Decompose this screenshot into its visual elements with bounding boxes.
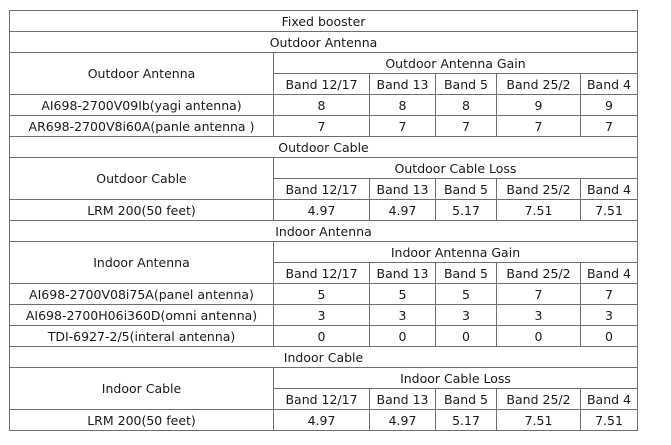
value-cell: 8	[370, 95, 436, 116]
section-title: Indoor Cable	[10, 347, 638, 368]
value-cell: 0	[274, 326, 370, 347]
value-cell: 3	[581, 305, 638, 326]
value-cell: 7	[581, 116, 638, 137]
band-header: Band 13	[370, 74, 436, 95]
value-cell: 7	[497, 116, 581, 137]
table-row	[10, 284, 638, 305]
row-header: Outdoor Cable	[10, 158, 274, 200]
table-row	[10, 410, 638, 431]
group-header: Outdoor Cable Loss	[274, 158, 638, 179]
band-header: Band 25/2	[497, 389, 581, 410]
value-cell: 5	[436, 284, 497, 305]
product-name: AR698-2700V8i60A(panle antenna )	[10, 116, 274, 137]
value-cell: 3	[370, 305, 436, 326]
table-row	[10, 326, 638, 347]
value-cell: 4.97	[370, 200, 436, 221]
table-row	[10, 95, 638, 116]
table-row	[10, 200, 638, 221]
table-row	[10, 305, 638, 326]
value-cell: 7	[436, 116, 497, 137]
section-title: Outdoor Antenna	[10, 32, 638, 53]
band-header: Band 5	[436, 263, 497, 284]
value-cell: 9	[497, 95, 581, 116]
value-cell: 4.97	[274, 200, 370, 221]
section-title-row	[10, 32, 638, 53]
band-header: Band 13	[370, 263, 436, 284]
value-cell: 7	[370, 116, 436, 137]
band-header: Band 12/17	[274, 74, 370, 95]
value-cell: 3	[497, 305, 581, 326]
value-cell: 5	[370, 284, 436, 305]
band-header: Band 12/17	[274, 389, 370, 410]
value-cell: 5	[274, 284, 370, 305]
value-cell: 7.51	[581, 200, 638, 221]
product-name: AI698-2700H06i360D(omni antenna)	[10, 305, 274, 326]
product-name: LRM 200(50 feet)	[10, 410, 274, 431]
band-header: Band 4	[581, 263, 638, 284]
band-header: Band 5	[436, 74, 497, 95]
band-header: Band 5	[436, 179, 497, 200]
value-cell: 5.17	[436, 200, 497, 221]
value-cell: 7	[274, 116, 370, 137]
band-header: Band 25/2	[497, 179, 581, 200]
section-header-row	[10, 158, 638, 179]
section-title: Indoor Antenna	[10, 221, 638, 242]
section-header-row	[10, 53, 638, 74]
table-title: Fixed booster	[10, 11, 638, 32]
value-cell: 3	[274, 305, 370, 326]
value-cell: 7.51	[497, 200, 581, 221]
value-cell: 0	[370, 326, 436, 347]
product-name: AI698-2700V08i75A(panel antenna)	[10, 284, 274, 305]
row-header: Indoor Cable	[10, 368, 274, 410]
section-header-row	[10, 368, 638, 389]
value-cell: 4.97	[370, 410, 436, 431]
value-cell: 7.51	[581, 410, 638, 431]
band-header: Band 13	[370, 179, 436, 200]
group-header: Indoor Antenna Gain	[274, 242, 638, 263]
value-cell: 3	[436, 305, 497, 326]
value-cell: 0	[497, 326, 581, 347]
value-cell: 7.51	[497, 410, 581, 431]
product-name: AI698-2700V09Ib(yagi antenna)	[10, 95, 274, 116]
value-cell: 7	[581, 284, 638, 305]
row-header: Indoor Antenna	[10, 242, 274, 284]
value-cell: 7	[497, 284, 581, 305]
table-title-row	[10, 11, 638, 32]
value-cell: 8	[274, 95, 370, 116]
section-title-row	[10, 221, 638, 242]
value-cell: 4.97	[274, 410, 370, 431]
band-header: Band 25/2	[497, 263, 581, 284]
band-header: Band 13	[370, 389, 436, 410]
band-header: Band 12/17	[274, 179, 370, 200]
band-header: Band 4	[581, 389, 638, 410]
value-cell: 9	[581, 95, 638, 116]
section-title: Outdoor Cable	[10, 137, 638, 158]
band-header: Band 4	[581, 74, 638, 95]
product-name: TDI-6927-2/5(interal antenna)	[10, 326, 274, 347]
value-cell: 5.17	[436, 410, 497, 431]
band-header: Band 25/2	[497, 74, 581, 95]
group-header: Indoor Cable Loss	[274, 368, 638, 389]
value-cell: 0	[436, 326, 497, 347]
group-header: Outdoor Antenna Gain	[274, 53, 638, 74]
table-row	[10, 116, 638, 137]
booster-spec-table	[9, 10, 638, 431]
section-title-row	[10, 137, 638, 158]
product-name: LRM 200(50 feet)	[10, 200, 274, 221]
row-header: Outdoor Antenna	[10, 53, 274, 95]
band-header: Band 4	[581, 179, 638, 200]
value-cell: 0	[581, 326, 638, 347]
section-header-row	[10, 242, 638, 263]
section-title-row	[10, 347, 638, 368]
value-cell: 8	[436, 95, 497, 116]
band-header: Band 5	[436, 389, 497, 410]
band-header: Band 12/17	[274, 263, 370, 284]
